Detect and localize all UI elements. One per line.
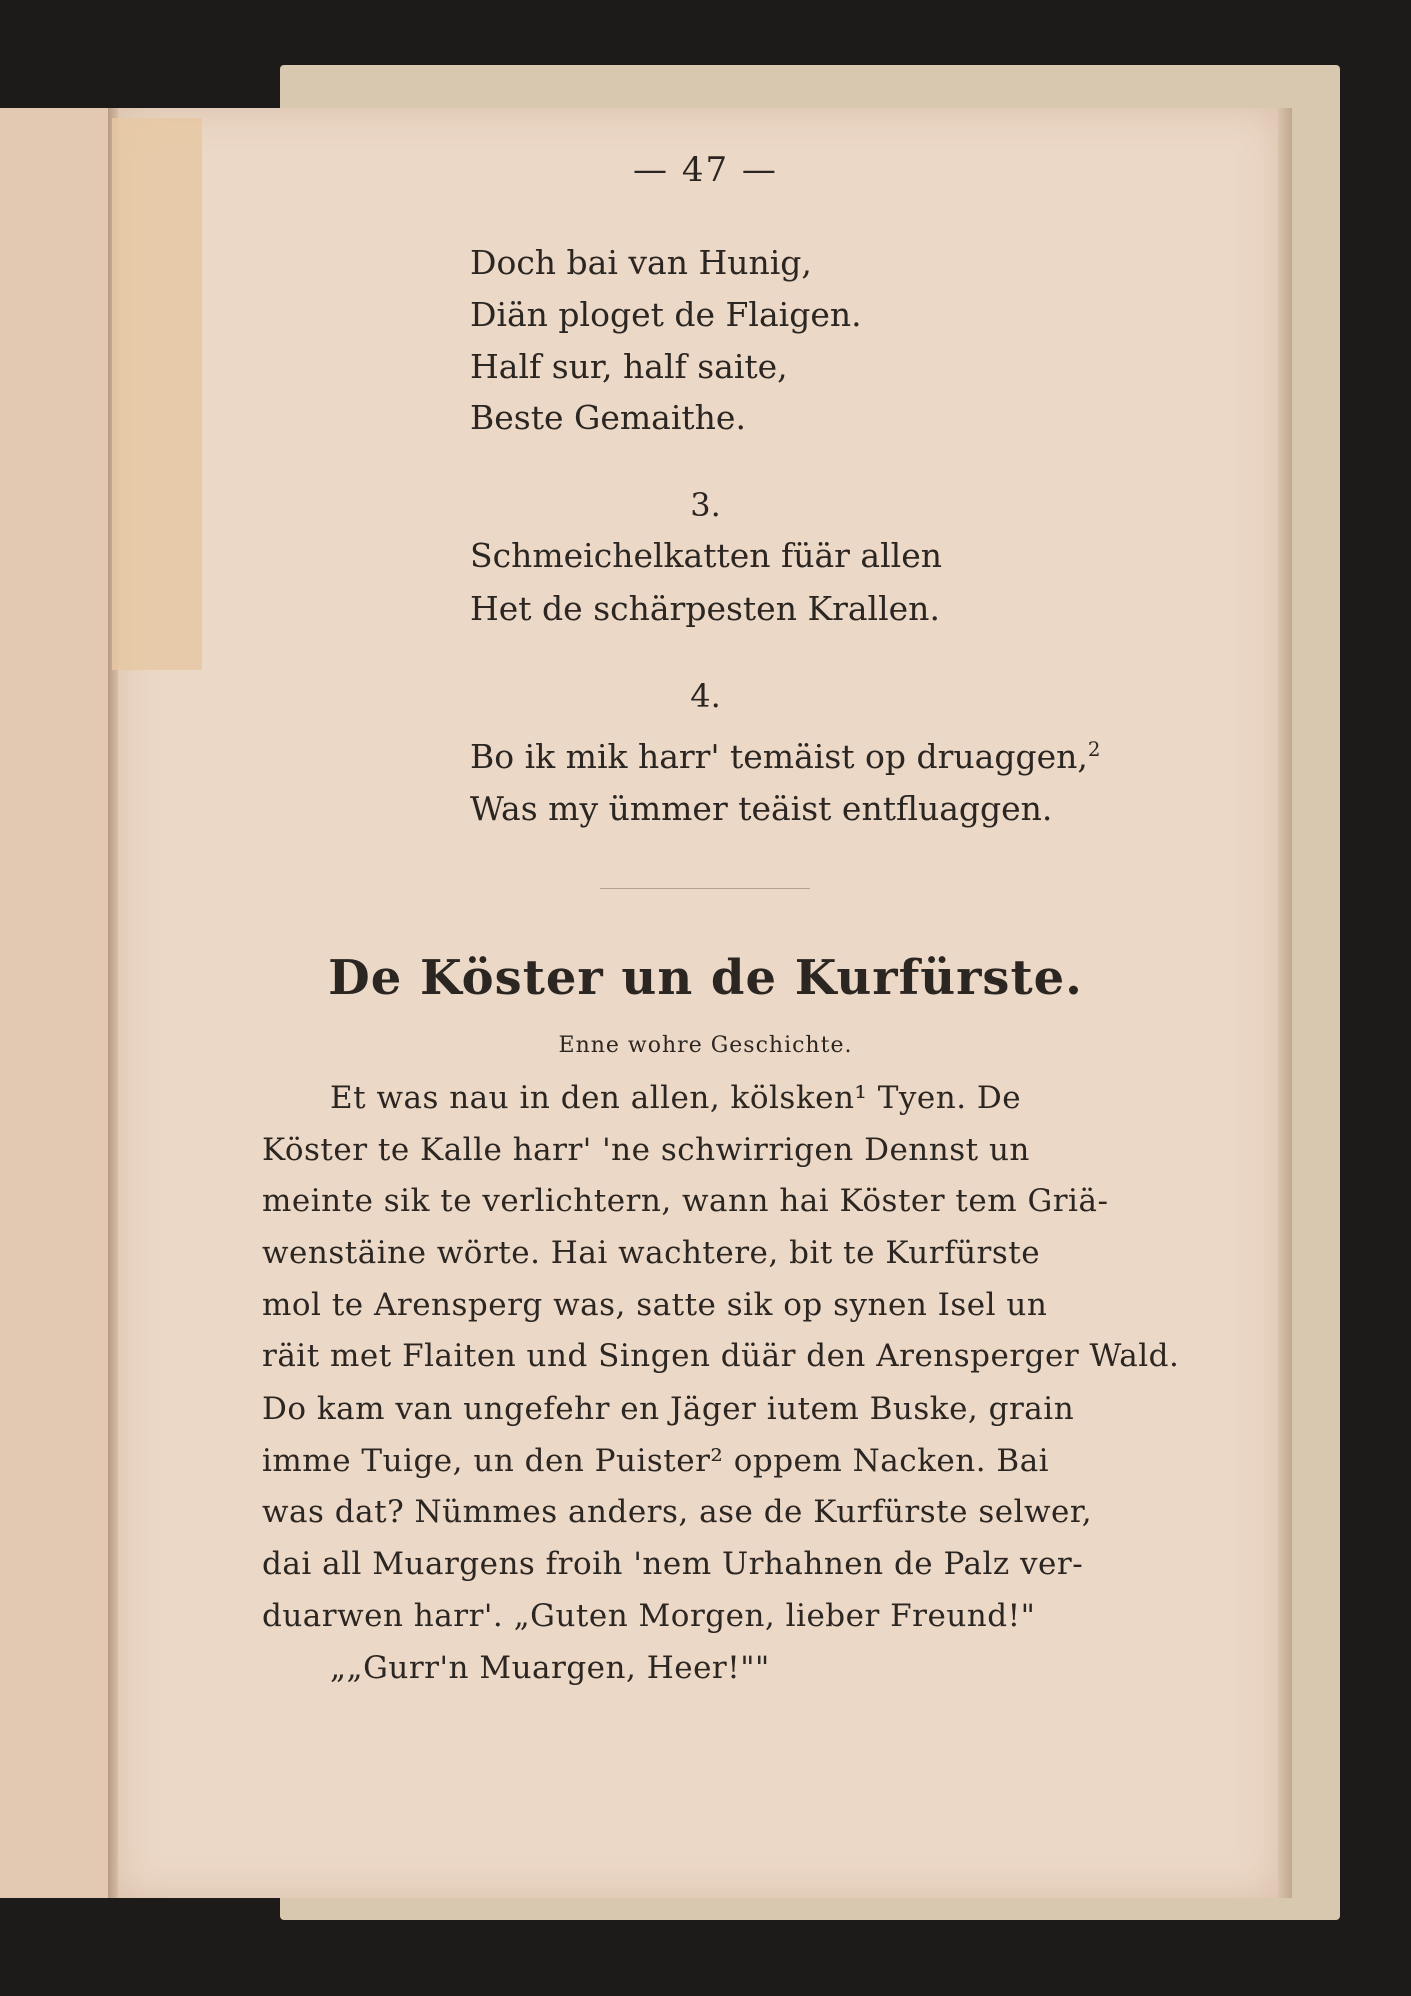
prose-line: mol te Arensperg was, satte sik op synen Isel un: [262, 1287, 1048, 1323]
prose-line: „„Gurr'n Muargen, Heer!"": [330, 1650, 770, 1686]
poem-line: Bo ik mik harr' temäist op druaggen,$^2$: [470, 737, 1101, 776]
poem-line: Half sur, half saite,: [470, 347, 788, 386]
prose-line: meinte sik te verlichtern, wann hai Köster tem Griä-: [262, 1183, 1109, 1219]
poem-line: Schmeichelkatten füär allen: [470, 536, 942, 575]
prose-line: duarwen harr'. „Guten Morgen, lieber Freund!": [262, 1598, 1036, 1634]
prose-line: Do kam van ungefehr en Jäger iutem Buske, grain: [262, 1391, 1075, 1427]
poem-line: Doch bai van Hunig,: [470, 243, 812, 282]
footnote-marker: 2: [1087, 738, 1101, 761]
stanza-number: 4.: [690, 677, 721, 715]
prose-line: dai all Muargens froih 'nem Urhahnen de Palz ver-: [262, 1546, 1084, 1582]
stanza-number: 3.: [690, 486, 721, 524]
prose-line: wenstäine wörte. Hai wachtere, bit te Kurfürste: [262, 1235, 1041, 1271]
section-title: De Köster un de Kurfürste.: [328, 950, 1083, 1006]
prose-line: Köster te Kalle harr' 'ne schwirrigen Dennst un: [262, 1132, 1030, 1168]
poem-line: Het de schärpesten Krallen.: [470, 589, 940, 628]
prose-line: räit met Flaiten und Singen düär den Arensperger Wald.: [262, 1338, 1180, 1374]
prose-line: was dat? Nümmes anders, ase de Kurfürste selwer,: [262, 1494, 1093, 1530]
section-divider: [600, 888, 810, 889]
poem-line: Diän ploget de Flaigen.: [470, 295, 862, 334]
poem-line: Was my ümmer teäist entfluaggen.: [470, 789, 1053, 828]
prose-line: imme Tuige, un den Puister² oppem Nacken. Bai: [262, 1443, 1050, 1479]
prose-line: Et was nau in den allen, kölsken¹ Tyen. De: [330, 1080, 1022, 1116]
tape-strip: [112, 118, 202, 670]
section-subtitle: Enne wohre Geschichte.: [558, 1033, 853, 1058]
poem-line: Beste Gemaithe.: [470, 398, 746, 437]
page-number: — 47 —: [633, 150, 778, 190]
